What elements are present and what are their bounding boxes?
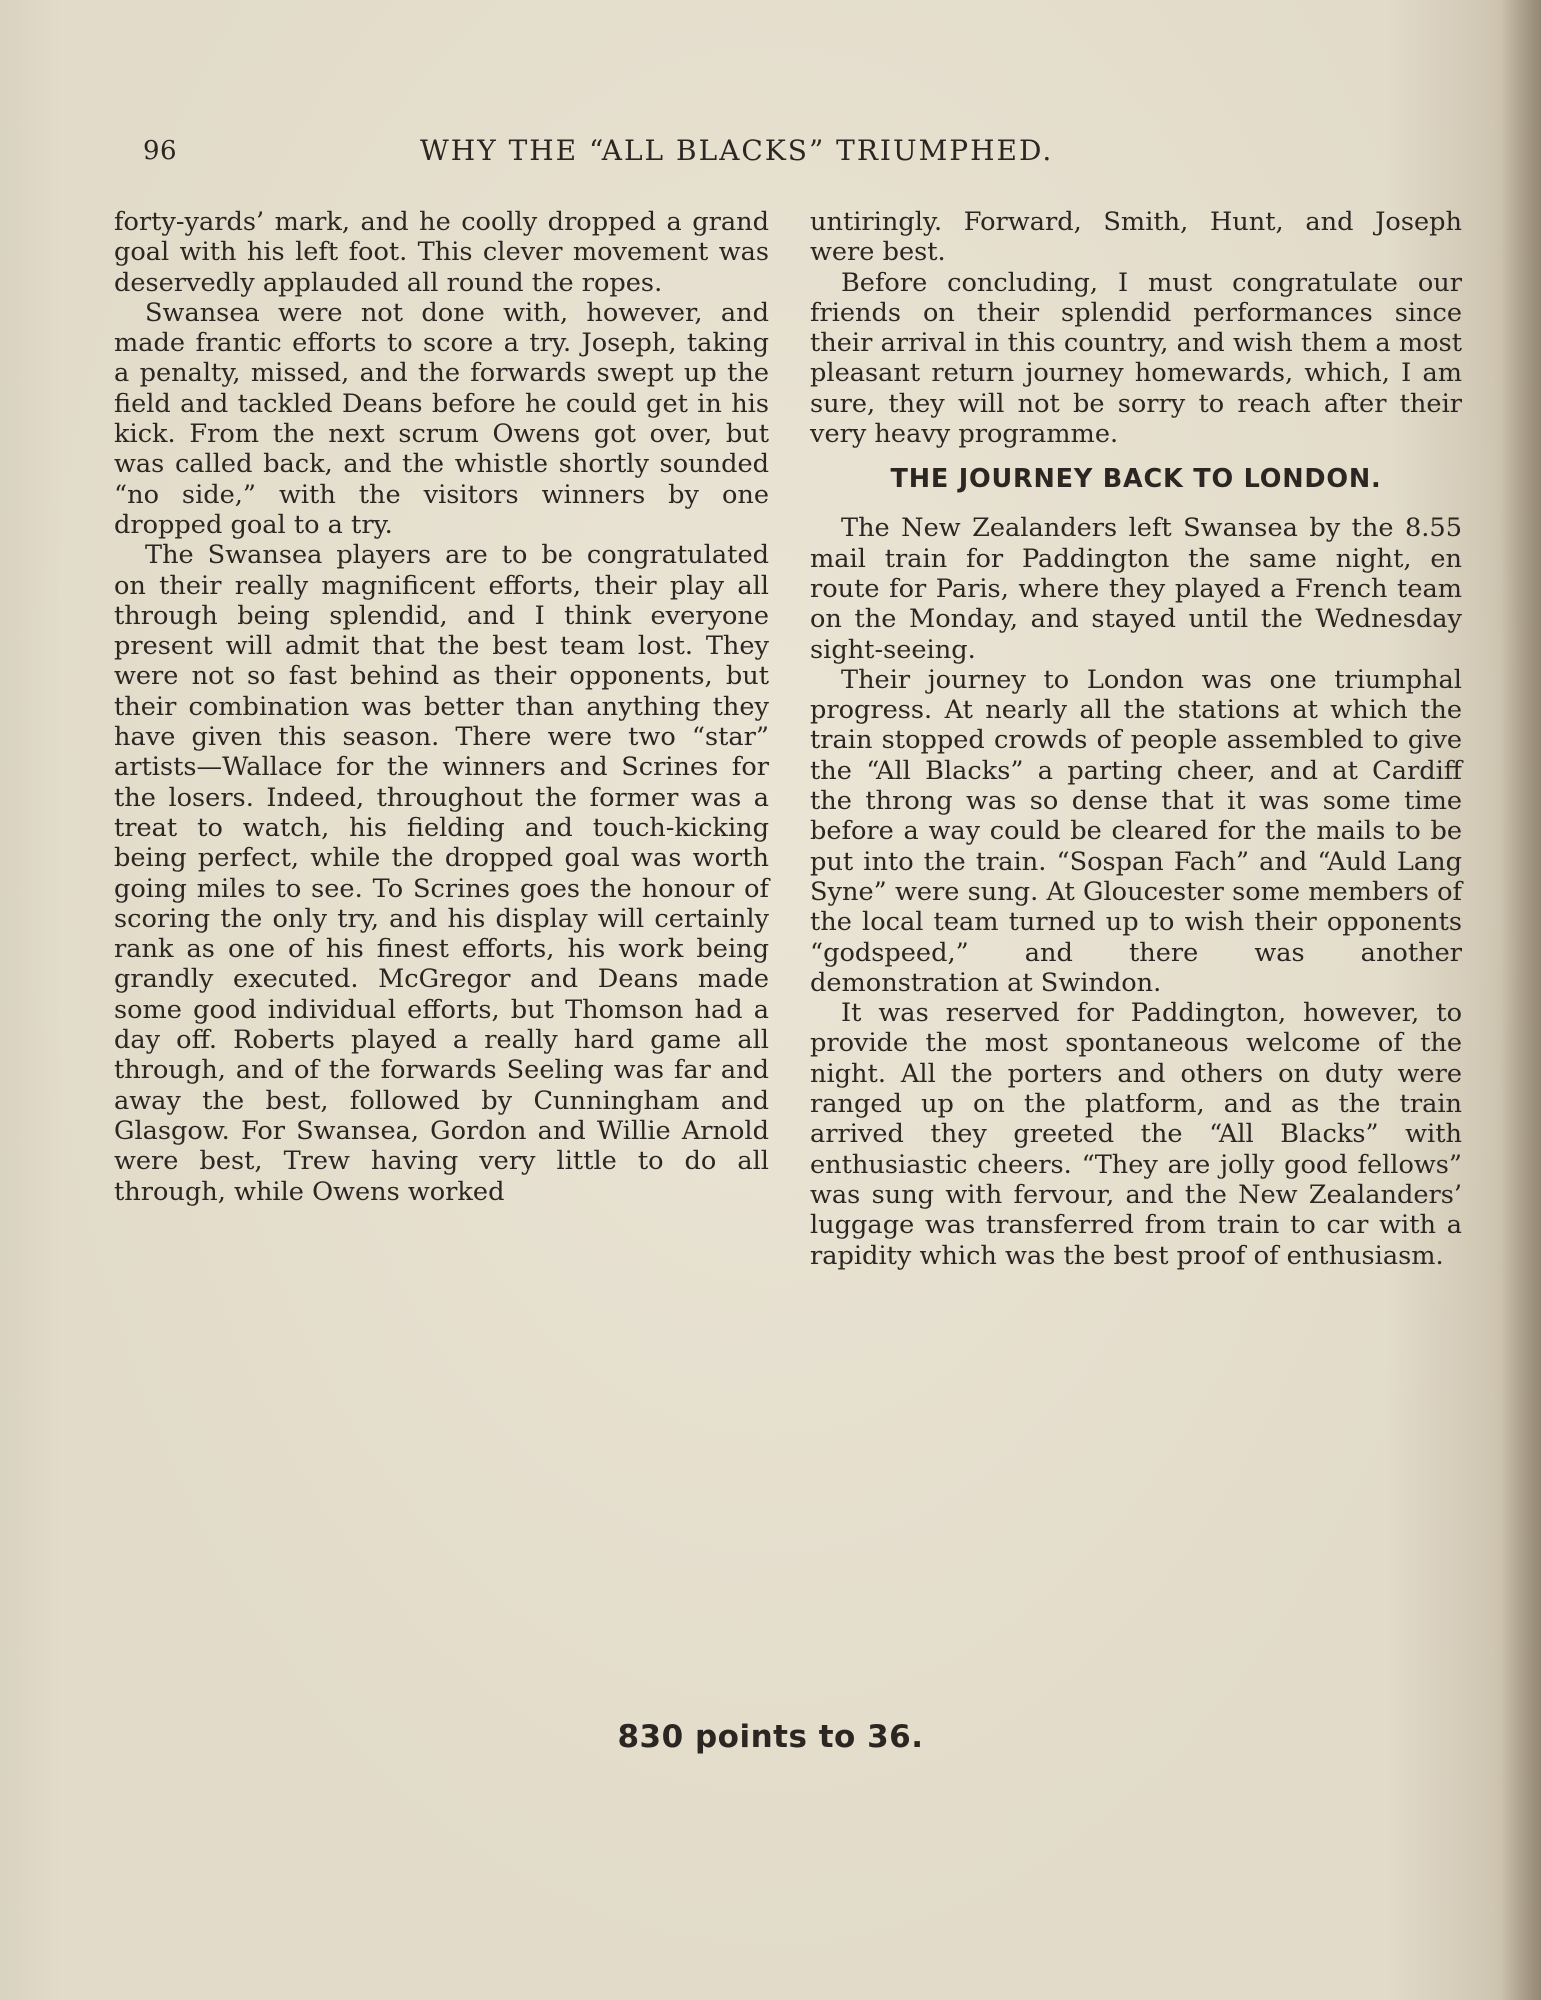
paragraph: The Swansea players are to be congratulated on their really magnificent efforts, their play all through being splendid, and I think everyone present will admit that the best team lost. They were not so fast behind as their opponents, but their combination was better than anything they have given this season. There were two “star” artists—Wallace for the winners and Scrines for the losers. Indeed, throughout the former was a treat to watch, his fielding and touch-kicking being perfect, while the dropped goal was worth going miles to see. To Scrines goes the honour of scoring the only try, and his display will certainly rank as one of his finest efforts, his work being grandly executed. McGregor and Deans made some good individual efforts, but Thomson had a day off. Roberts played a really hard game all through, and of the forwards Seeling was far and away the best, followed by Cunningham and Glasgow. For Swansea, Gordon and Willie Arnold were best, Trew having very little to do all through, while Owens worked [114, 540, 769, 1207]
left-column [114, 207, 769, 1207]
page-edge-shadow [1501, 0, 1541, 2000]
right-column [810, 207, 1462, 1271]
paragraph: The New Zealanders left Swansea by the 8.55 mail train for Paddington the same night, en route for Paris, where they played a French team on the Monday, and stayed until the Wednesday sight-seeing. [810, 513, 1462, 665]
running-title: WHY THE “ALL BLACKS” TRIUMPHED. [420, 134, 1054, 167]
paragraph: untiringly. Forward, Smith, Hunt, and Joseph were best. [810, 207, 1462, 268]
paragraph: Swansea were not done with, however, and made frantic efforts to score a try. Joseph, taking a penalty, missed, and the forwards swept up the field and tackled Deans before he could get in his kick. From the next scrum Owens got over, but was called back, and the whistle shortly sounded “no side,” with the visitors winners by one dropped goal to a try. [114, 297, 769, 540]
paragraph: It was reserved for Paddington, however, to provide the most spontaneous welcome of the night. All the porters and others on duty were ranged up on the platform, and as the train arrived they greeted the “All Blacks” with enthusiastic cheers. “They are jolly good fellows” was sung with fervour, and the New Zealanders’ luggage was transferred from train to car with a rapidity which was the best proof of enthusiasm. [810, 998, 1462, 1271]
footer-note: 830 points to 36. [617, 1719, 924, 1755]
paragraph: Their journey to London was one triumphal progress. At nearly all the stations at which the train stopped crowds of people assembled to give the “All Blacks” a parting cheer, and at Cardiff the throng was so dense that it was some time before a way could be cleared for the mails to be put into the train. “Sospan Fach” and “Auld Lang Syne” were sung. At Gloucester some members of the local team turned up to wish their opponents “godspeed,” and there was another demonstration at Swindon. [810, 664, 1462, 998]
page-number: 96 [143, 136, 178, 166]
section-heading: THE JOURNEY BACK TO LONDON. [890, 464, 1382, 495]
paragraph: Before concluding, I must congratulate our friends on their splendid performances since their arrival in this country, and wish them a most pleasant return journey homewards, which, I am sure, they will not be sorry to reach after their very heavy programme. [810, 267, 1462, 450]
paragraph: forty-yards’ mark, and he coolly dropped a grand goal with his left foot. This clever movement was deservedly applauded all round the ropes. [114, 207, 769, 298]
